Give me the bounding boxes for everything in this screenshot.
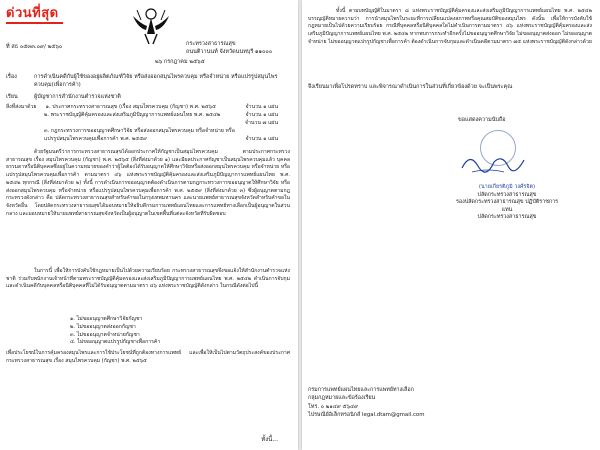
body-paragraph-3: เพื่อประโยชน์ในการคุ้มครองสมุนไพรและการใช้ประโยชน์ที่ถูกต้องทางการแพทย์ และเพื่อให้เป็นไปตามวัตถุประสงค์ของประกาศกระทรวงสาธารณสุข เรื่อง สมุนไพรควบคุม (กัญชา) พ.ศ. ๒๕๖๕ [6,350,290,364]
subject-label: เรื่อง [6,74,17,80]
contact-email: ไปรษณีย์อิเล็กทรอนิกส์ legal.dtam@gmail.com [308,412,425,419]
document-number: ที่ สธ ๐๕๓๓.๐๙/ ๒๕๖๐ [6,44,63,50]
signer-title: ปลัดกระทรวงสาธารณสุข [477,191,537,198]
signer-title: รองปลัดกระทรวงสาธารณสุข ปฏิบัติราชการแทน [455,199,559,213]
enclosure-qty: จำนวน ๑ แผ่น [245,112,278,118]
list-item: ๔. ไม่ขออนุญาตแปรรูปกัญชาเพื่อการค้า [70,339,161,346]
letter-page-1 [0,0,298,450]
signature-icon [458,148,528,178]
enclosure-row [6,112,290,120]
garuda-emblem-icon [129,4,173,48]
enclosure-qty: จำนวน ๗ แผ่น [244,120,278,126]
enclosure-qty: จำนวน ๑ แผ่น [245,104,278,110]
ministry-block [186,40,272,56]
signer-title: ปลัดกระทรวงสาธารณสุข [477,214,537,221]
signer-name: (นายเกียรติภูมิ วงศ์รจิต) [478,184,536,190]
enclosures-header [6,104,290,112]
contact-department: กรมการแพทย์แผนไทยและการแพทย์ทางเลือก [308,387,414,393]
addressee-row [6,93,290,101]
subject-row [6,73,290,89]
list-item: ๒. ไม่ขออนุญาตส่งออกกัญชา [70,323,136,330]
enclosure-item: ๒. พระราชบัญญัติคุ้มครองและส่งเสริมภูมิปัญญาการแพทย์แผนไทย พ.ศ. ๒๕๔๒ [44,112,221,118]
enclosure-qty: จำนวน ๑ แผ่น [245,136,278,142]
enclosure-item: ๑. ประกาศกระทรวงสาธารณสุข (เรื่อง สมุนไพรควบคุม (กัญชา) พ.ศ. ๒๕๖๕ [45,104,216,110]
body-paragraph-1: ด้วยรัฐมนตรีว่าการกระทรวงสาธารณสุขได้ออกประกาศให้กัญชาเป็นสมุนไพรควบคุม ตามประกาศกระทรวงสาธารณสุข เรื่อง สมุนไพรควบคุม (กัญชา) พ.ศ. ๒๕๖๕ (สิ่งที่ส่งมาด้วย ๑) และมีผลประกาศกัญชาเป็นสมุนไพรควบคุมแล้ว บุคคลธรรมดาหรือนิติบุคคลซึ่งอยู่ในความหมายของคำว่าผู้ใดต้องได้รับอนุญาตให้ศึกษาวิจัยหรือส่งออกสมุนไพรควบคุม หรือจำหน่าย หรือแปรรูปสมุนไพรควบคุมเพื่อการค้า ตามมาตรา ๔๖ แห่งพระราชบัญญัติคุ้มครองและส่งเสริมภูมิปัญญาการแพทย์แผนไทย พ.ศ. ๒๕๔๒ ทุกกรณี (สิ่งที่ส่งมาด้วย ๒) ทั้งนี้ การดำเนินการขออนุญาตต้องดำเนินการตามกฎกระทรวงการขออนุญาตให้ศึกษาวิจัย หรือ ส่งออกสมุนไพรควบคุม หรือจำหน่าย หรือแปรรูปสมุนไพรควบคุมเพื่อการค้า พ.ศ. ๒๕๕๙ (สิ่งที่ส่งมาด้วย ๓) ซึ่งผู้อนุญาตตามกฎกระทรวงดังกล่าว คือ ปลัดกระทรวงสาธารณสุขสำหรับคำขอในกรุงเทพมหานคร และนายแพทย์สาธารณสุขจังหวัดสำหรับคำขอในจังหวัดอื่น โดยปลัดกระทรวงสาธารณสุขได้มอบหมายให้อธิบดีกรมการแพทย์แผนไทยและการแพทย์ทางเลือกเป็นผู้อนุญาตในส่วนกลาง และมอบหมายให้นายแพทย์สาธารณสุขจังหวัดเป็นผู้อนุญาตในเขตพื้นที่แต่ละจังหวัดที่รับผิดชอบ [6,149,290,217]
closing-sentence: จึงเรียนมาเพื่อโปรดทราบ และพิจารณาดำเนินการในส่วนที่เกี่ยวข้องด้วย จะเป็นพระคุณ [308,84,513,90]
contact-block [308,386,424,420]
contact-division: กลุ่มกฎหมายและข้อร้องเรียน [308,395,376,402]
enclosures-label: สิ่งที่ส่งมาด้วย [6,104,37,110]
list-item: ๑. ไม่ขออนุญาตศึกษาวิจัยกัญชา [70,316,143,322]
continued-marker: ทั้งนี้... [261,436,278,443]
enclosure-item: ๓. กฎกระทรวงการขออนุญาตศึกษาวิจัย หรือส่งออกสมุนไพรควบคุม หรือจำหน่าย หรือแปรรูปสมุนไพรควบคุมเพื่อการค้า พ.ศ. ๒๕๕๙ [44,128,235,142]
ministry-address: ถนนติวานนท์ จังหวัดนนทบุรี ๑๑๐๐๐ [186,49,273,55]
regards-line: ขอแสดงความนับถือ [458,117,506,123]
cases-list [70,316,160,347]
list-item: ๓. ไม่ขออนุญาตจำหน่ายกัญชา [70,331,140,338]
to-label: เรียน [6,94,18,100]
ministry-name: กระทรวงสาธารณสุข [186,41,236,47]
subject-text: การดำเนินคดีกับผู้ใช้ของอยู่ผลิตภัณฑ์วิจัย หรือส่งออกสมุนไพรควบคุม หรือจำหน่าย หรือแปรรูปสมุนไพรควบคุม(เพื่อการค้า) [34,74,278,88]
body-paragraph-2: ในการนี้ เพื่อให้การบังคับใช้กฎหมายเป็นไปด้วยความเรียบร้อย กระทรวงสาธารณสุขจึงขอแจ้งให้สำนักงานตำรวจแห่งชาติ ร่วมกับพนักงานเจ้าหน้าที่ตามพระราชบัญญัติคุ้มครองและส่งเสริมภูมิปัญญาการแพทย์แผนไทย พ.ศ. ๒๕๔๒ ดำเนินการจับกุมและดำเนินคดีกับบุคคลหรือนิติบุคคลที่ไม่ได้รับอนุญาตตามมาตรา ๔๖ แห่งพระราชบัญญัติดังกล่าว ในกรณีดังต่อไปนี้ [6,268,290,290]
body-paragraph-continued: ทั้งนี้ ตามบทบัญญัติในมาตรา ๘ แห่งพระราชบัญญัติคุ้มครองและส่งเสริมภูมิปัญญาการแพทย์แผนไทย พ.ศ. ๒๕๔๒ บรรญญัติหมายความว่า การนำสมุนไพรในระยะที่การเปลี่ยนแปลงสภาพหรือคุณสมบัติของสมุนไพร ดังนั้น เพื่อให้การบังคับใช้กฎหมายเป็นไปด้วยความเรียบร้อย กรณีที่บุคคลหรือนิติบุคคลใดไม่ดำเนินการตามมาตรา ๔๖ แห่งพระราชบัญญัติคุ้มครองและส่งเสริมภูมิปัญญาการแพทย์แผนไทย พ.ศ. ๒๕๔๒ หากพบการกระทำอีกครั้งไม่ขออนุญาตศึกษาวิจัย ไม่ขออนุญาตส่งออก ไม่ขออนุญาตจำหน่าย ไม่ขออนุญาตแปรรูปกัญชาเพื่อการค้า ต้องดำเนินการจับกุมและดำเนินคดีตามมาตรา ๗๕ แห่งพระราชบัญญัติดังกล่าวด้วย [308,8,592,45]
letter-date: ๒๖ กรกฎาคม ๒๕๖๕ [155,59,205,65]
signer-block [452,184,562,222]
addressee-text: ผู้บัญชาการสำนักงานตำรวจแห่งชาติ [34,94,121,100]
letter-page-2 [302,0,600,450]
urgency-stamp: ด่วนที่สุด [6,6,63,24]
contact-phone: โทร. ๐ ๒๑๔๙ ๕๖๔๙ [308,403,359,410]
